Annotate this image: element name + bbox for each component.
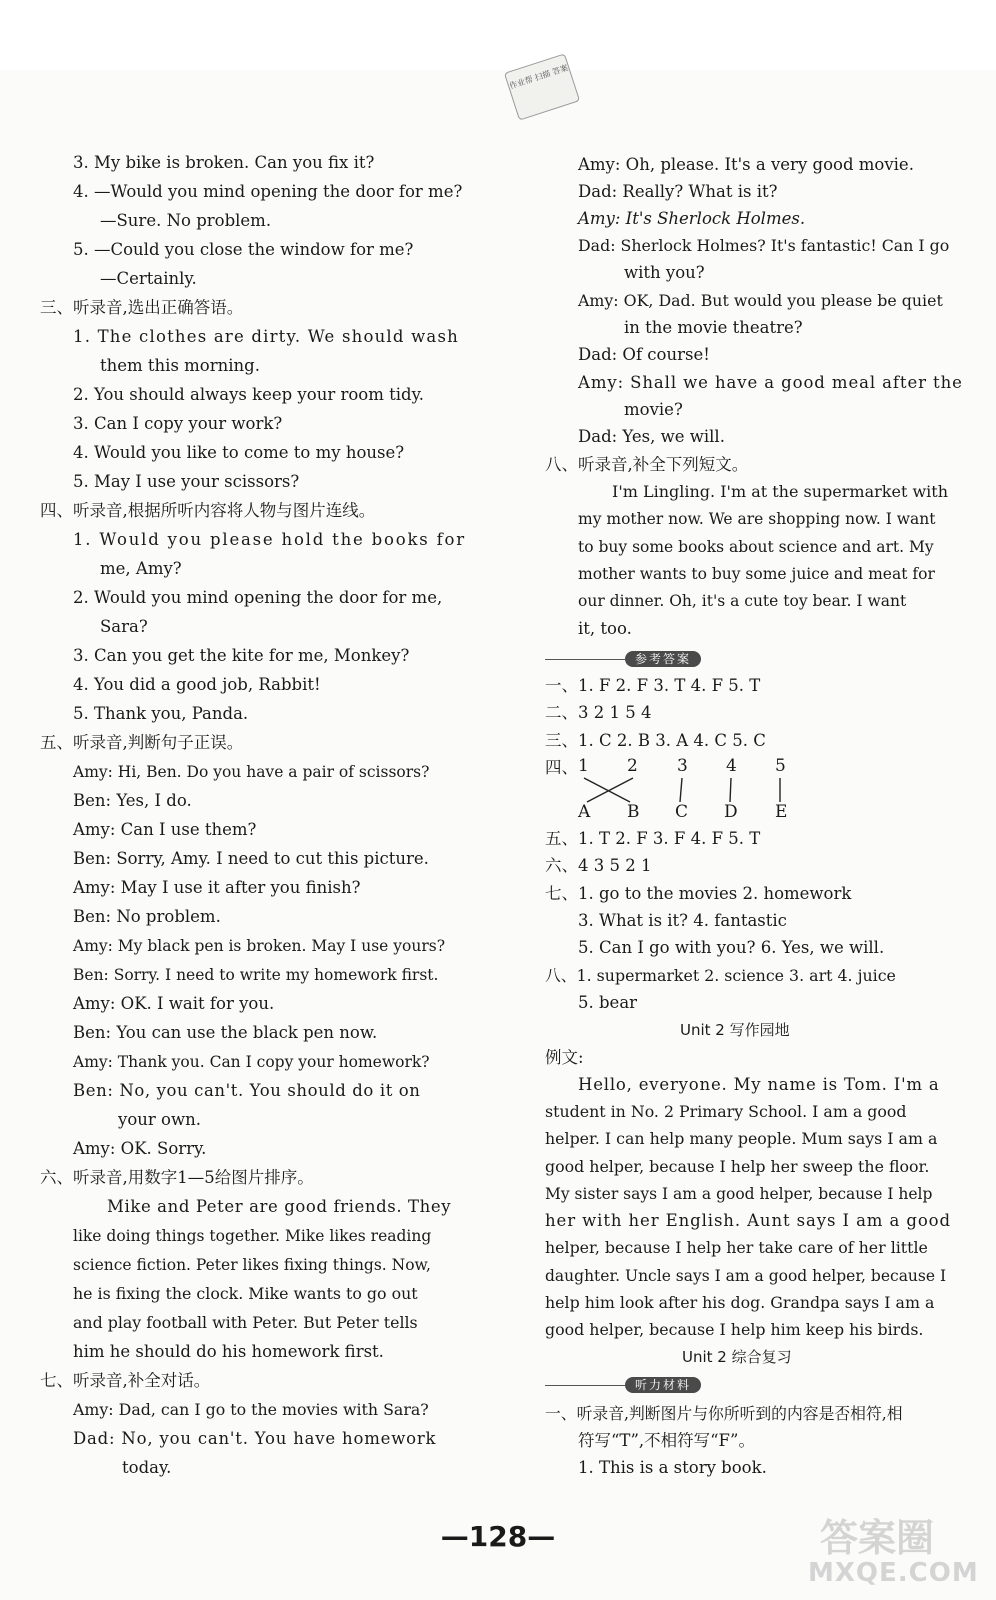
text-line: Ben: No problem. bbox=[73, 907, 221, 926]
divider bbox=[545, 659, 625, 660]
text-line: 4. You did a good job, Rabbit! bbox=[73, 675, 321, 694]
text-line: like doing things together. Mike likes reading bbox=[73, 1227, 432, 1245]
section-heading: 五、听录音,判断句子正误。 bbox=[40, 733, 244, 752]
text-line: them this morning. bbox=[100, 356, 260, 375]
text-line: 符写“T”,不相符写“F”。 bbox=[578, 1431, 755, 1450]
essay-line: her with her English. Aunt says I am a good bbox=[545, 1211, 951, 1230]
text-line: it, too. bbox=[578, 619, 632, 638]
section-heading: 三、听录音,选出正确答语。 bbox=[40, 298, 244, 317]
example-label: 例文: bbox=[545, 1048, 584, 1067]
text-line: Amy: OK. Sorry. bbox=[73, 1139, 207, 1158]
match-bottom-label: E bbox=[775, 802, 788, 822]
text-line: Amy: Dad, can I go to the movies with Sara? bbox=[73, 1400, 429, 1419]
text-line: Amy: Shall we have a good meal after the bbox=[578, 373, 963, 392]
text-line: —Sure. No problem. bbox=[100, 211, 272, 230]
watermark-url: MXQE.COM bbox=[808, 1558, 979, 1588]
divider bbox=[545, 1385, 625, 1386]
answer-line: 五、1. T 2. F 3. F 4. F 5. T bbox=[545, 829, 761, 848]
text-line: Dad: Of course! bbox=[578, 345, 710, 364]
essay-line: good helper, because I help her sweep the floor. bbox=[545, 1157, 930, 1176]
text-line: 1. The clothes are dirty. We should wash bbox=[73, 327, 459, 346]
text-line: mother wants to buy some juice and meat for bbox=[578, 565, 935, 583]
text-line: with you? bbox=[624, 263, 705, 282]
text-line: in the movie theatre? bbox=[624, 318, 803, 337]
match-label: 四、 bbox=[545, 758, 578, 777]
text-line: Dad: Really? What is it? bbox=[578, 182, 778, 201]
text-line: 3. Can I copy your work? bbox=[73, 414, 283, 433]
text-line: our dinner. Oh, it's a cute toy bear. I want bbox=[578, 592, 907, 610]
match-bottom-label: A bbox=[578, 802, 591, 822]
text-line: and play football with Peter. But Peter tells bbox=[73, 1313, 418, 1332]
text-line: Amy: Thank you. Can I copy your homework? bbox=[73, 1053, 430, 1071]
section-heading: 四、听录音,根据所听内容将人物与图片连线。 bbox=[40, 501, 376, 520]
text-line: Amy: OK, Dad. But would you please be quiet bbox=[578, 291, 943, 310]
text-line: me, Amy? bbox=[100, 559, 182, 578]
answer-line: 一、1. F 2. F 3. T 4. F 5. T bbox=[545, 676, 761, 695]
answer-line: 二、3 2 1 5 4 bbox=[545, 703, 652, 722]
text-line: 5. —Could you close the window for me? bbox=[73, 240, 414, 259]
text-line: 2. Would you mind opening the door for me, bbox=[73, 588, 443, 607]
text-line: 5. Thank you, Panda. bbox=[73, 704, 249, 723]
text-line: 4. Would you like to come to my house? bbox=[73, 443, 405, 462]
watermark-logo: 答案圈 bbox=[820, 1516, 935, 1560]
answer-line: 3. What is it? 4. fantastic bbox=[578, 911, 787, 930]
essay-line: help him look after his dog. Grandpa says I am a bbox=[545, 1293, 935, 1312]
section-heading: 七、听录音,补全对话。 bbox=[40, 1371, 211, 1390]
text-line: 4. —Would you mind opening the door for me? bbox=[73, 182, 463, 201]
unit-heading: Unit 2 综合复习 bbox=[682, 1348, 792, 1366]
match-top-label: 2 bbox=[627, 756, 638, 776]
text-line: Ben: No, you can't. You should do it on bbox=[73, 1081, 421, 1100]
unit-heading: Unit 2 写作园地 bbox=[680, 1021, 790, 1039]
text-line: Amy: My black pen is broken. May I use yours? bbox=[73, 937, 446, 955]
essay-line: My sister says I am a good helper, because I help bbox=[545, 1185, 933, 1203]
text-line: Amy: Oh, please. It's a very good movie. bbox=[578, 155, 914, 174]
logo-stamp: 作业帮 扫描 答案 bbox=[504, 53, 580, 120]
match-line bbox=[680, 778, 682, 802]
match-bottom-label: C bbox=[675, 802, 689, 822]
essay-line: daughter. Uncle says I am a good helper, because I bbox=[545, 1267, 947, 1285]
text-line: Amy: Can I use them? bbox=[73, 820, 257, 839]
text-line: Ben: You can use the black pen now. bbox=[73, 1023, 378, 1042]
text-line: 1. This is a story book. bbox=[578, 1458, 767, 1477]
answer-line: 七、1. go to the movies 2. homework bbox=[545, 884, 852, 903]
text-line: to buy some books about science and art. My bbox=[578, 538, 934, 556]
listening-badge: 听力材料 bbox=[625, 1377, 701, 1393]
text-line: 5. May I use your scissors? bbox=[73, 472, 300, 491]
text-line: 3. Can you get the kite for me, Monkey? bbox=[73, 646, 410, 665]
text-line: Mike and Peter are good friends. They bbox=[107, 1197, 452, 1216]
text-line: Ben: Yes, I do. bbox=[73, 791, 192, 810]
match-top-label: 3 bbox=[677, 756, 688, 776]
essay-line: helper, because I help her take care of her little bbox=[545, 1238, 928, 1257]
match-top-label: 1 bbox=[578, 756, 589, 776]
text-line: Amy: May I use it after you finish? bbox=[73, 878, 361, 897]
text-line: he is fixing the clock. Mike wants to go out bbox=[73, 1284, 418, 1303]
essay-line: Hello, everyone. My name is Tom. I'm a bbox=[578, 1075, 940, 1094]
text-line: Dad: No, you can't. You have homework bbox=[73, 1429, 437, 1448]
text-line: 1. Would you please hold the books for bbox=[73, 530, 466, 549]
text-line: Ben: Sorry, Amy. I need to cut this picture. bbox=[73, 849, 429, 868]
text-line: Sara? bbox=[100, 617, 148, 636]
match-line bbox=[730, 778, 731, 802]
answer-line: 5. bear bbox=[578, 993, 638, 1012]
match-line bbox=[587, 778, 633, 802]
text-line: my mother now. We are shopping now. I want bbox=[578, 510, 936, 528]
text-line: I'm Lingling. I'm at the supermarket with bbox=[612, 482, 948, 501]
section-heading: 一、听录音,判断图片与你所听到的内容是否相符,相 bbox=[545, 1404, 903, 1423]
text-line: him he should do his homework first. bbox=[73, 1342, 384, 1361]
essay-line: student in No. 2 Primary School. I am a good bbox=[545, 1102, 907, 1121]
section-heading: 六、听录音,用数字1—5给图片排序。 bbox=[40, 1168, 314, 1187]
text-line: 2. You should always keep your room tidy. bbox=[73, 385, 424, 404]
text-line: Amy: OK. I wait for you. bbox=[73, 994, 275, 1013]
text-line: Amy: It's Sherlock Holmes. bbox=[578, 209, 806, 228]
essay-line: good helper, because I help him keep his birds. bbox=[545, 1320, 924, 1339]
answer-badge: 参考答案 bbox=[625, 651, 701, 667]
match-bottom-label: D bbox=[724, 802, 738, 822]
answer-line: 三、1. C 2. B 3. A 4. C 5. C bbox=[545, 731, 766, 750]
text-line: movie? bbox=[624, 400, 683, 419]
text-line: Ben: Sorry. I need to write my homework first. bbox=[73, 966, 439, 984]
text-line: —Certainly. bbox=[100, 269, 197, 288]
page-number: —128— bbox=[440, 1520, 556, 1553]
section-heading: 八、听录音,补全下列短文。 bbox=[545, 455, 749, 474]
essay-line: helper. I can help many people. Mum says I am a bbox=[545, 1129, 938, 1148]
answer-line: 六、4 3 5 2 1 bbox=[545, 856, 652, 875]
text-line: Dad: Yes, we will. bbox=[578, 427, 725, 446]
text-line: Dad: Sherlock Holmes? It's fantastic! Can I go bbox=[578, 236, 950, 255]
match-line bbox=[584, 778, 630, 802]
answer-line: 八、1. supermarket 2. science 3. art 4. juice bbox=[545, 966, 896, 985]
text-line: Amy: Hi, Ben. Do you have a pair of scissors? bbox=[73, 763, 430, 781]
text-line: your own. bbox=[118, 1110, 201, 1129]
match-top-label: 4 bbox=[726, 756, 737, 776]
text-line: today. bbox=[122, 1458, 172, 1477]
match-bottom-label: B bbox=[627, 802, 640, 822]
match-top-label: 5 bbox=[775, 756, 786, 776]
answer-line: 5. Can I go with you? 6. Yes, we will. bbox=[578, 938, 885, 957]
text-line: 3. My bike is broken. Can you fix it? bbox=[73, 153, 375, 172]
text-line: science fiction. Peter likes fixing things. Now, bbox=[73, 1256, 431, 1274]
